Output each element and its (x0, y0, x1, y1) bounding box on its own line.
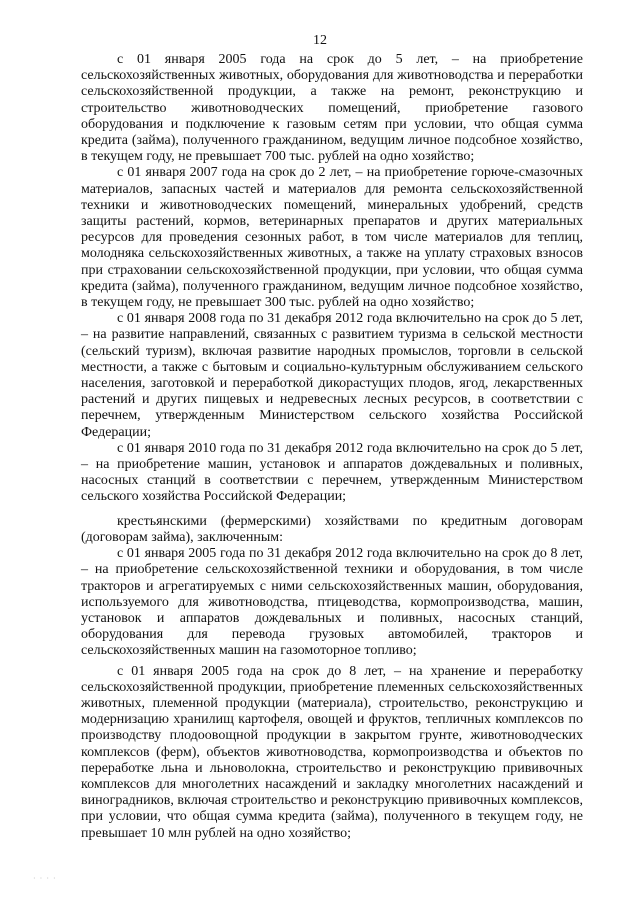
page-number: 12 (313, 33, 327, 48)
paragraph-seasonal-works-loans: с 01 января 2007 года на срок до 2 лет, – на приобретение горюче-смазочных материалов, запасных частей и материалов для ремонта сельскохозяйственной техники и животноводческих помещений, минеральных удобрений, средств защиты растений, кормов, ветеринарных препаратов и других материальных ресурсов для проведения сезонных работ, в том числе материалов для теплиц, молодняка сельскохозяйственных животных, а также на уплату страховых взносов при страховании сельскохозяйственной продукции, при условии, что общая сумма кредита (займа), полученного гражданином, ведущим личное подсобное хозяйство, в текущем году, не превышает 300 тыс. рублей на одно хозяйство; (81, 165, 583, 311)
paragraph-irrigation-loans: с 01 января 2010 года по 31 декабря 2012 года включительно на срок до 5 лет, – на приобретение машин, установок и аппаратов дождевальных и поливных, насосных станций в соответствии с перечнем, утвержденным Министерством сельского хозяйства Российской Федерации; (81, 440, 583, 505)
paragraph-livestock-loans: с 01 января 2005 года на срок до 5 лет, – на приобретение сельскохозяйственных животных, оборудования для животноводства и переработки сельскохозяйственной продукции, а также на ремонт, реконструкцию и строительство животноводческих помещений, приобретение газового оборудования и подключение к газовым сетям при условии, что общая сумма кредита (займа), полученного гражданином, ведущим личное подсобное хозяйство, в текущем году, не превышает 700 тыс. рублей на одно хозяйство; (81, 52, 583, 165)
scan-mark: · · · · (33, 874, 57, 883)
paragraph-peasant-farms-intro: крестьянскими (фермерскими) хозяйствами по кредитным договорам (договорам займа), заключенным: (81, 513, 583, 545)
paragraph-rural-tourism-loans: с 01 января 2008 года по 31 декабря 2012 года включительно на срок до 5 лет, – на развитие направлений, связанных с развитием туризма в сельской местности (сельский туризм), включая развитие народных промыслов, торговли в сельской местности, а также с бытовым и социально-культурным обслуживанием сельского населения, заготовкой и переработкой дикорастущих плодов, ягод, лекарственных растений и других пищевых и недревесных лесных ресурсов, в соответствии с перечнем, утвержденным Министерством сельского хозяйства Российской Федерации; (81, 311, 583, 440)
document-body (81, 52, 583, 842)
paragraph-storage-processing-loans: с 01 января 2005 года на срок до 8 лет, – на хранение и переработку сельскохозяйственной продукции, приобретение племенных сельскохозяйственных животных, племенной продукции (материала), строительство, реконструкцию и модернизацию хранилищ картофеля, овощей и фруктов, тепличных комплексов по производству плодоовощной продукции в закрытом грунте, животноводческих комплексов (ферм), объектов животноводства, кормопроизводства и объектов по переработке льна и льноволокна, строительство и реконструкцию прививочных комплексов для многолетних насаждений и закладку многолетних насаждений и виноградников, включая строительство и реконструкцию прививочных комплексов, при условии, что общая сумма кредита (займа), полученного в текущем году, не превышает 10 млн рублей на одно хозяйство; (81, 663, 583, 841)
paragraph-machinery-loans: с 01 января 2005 года по 31 декабря 2012 года включительно на срок до 8 лет, – на приобретение сельскохозяйственной техники и оборудования, в том числе тракторов и агрегатируемых с ними сельскохозяйственных машин, оборудования, используемого для животноводства, птицеводства, кормопроизводства, машин, установок и аппаратов дождевальных и поливных, насосных станций, оборудования для перевода грузовых автомобилей, тракторов и сельскохозяйственных машин на газомоторное топливо; (81, 546, 583, 659)
